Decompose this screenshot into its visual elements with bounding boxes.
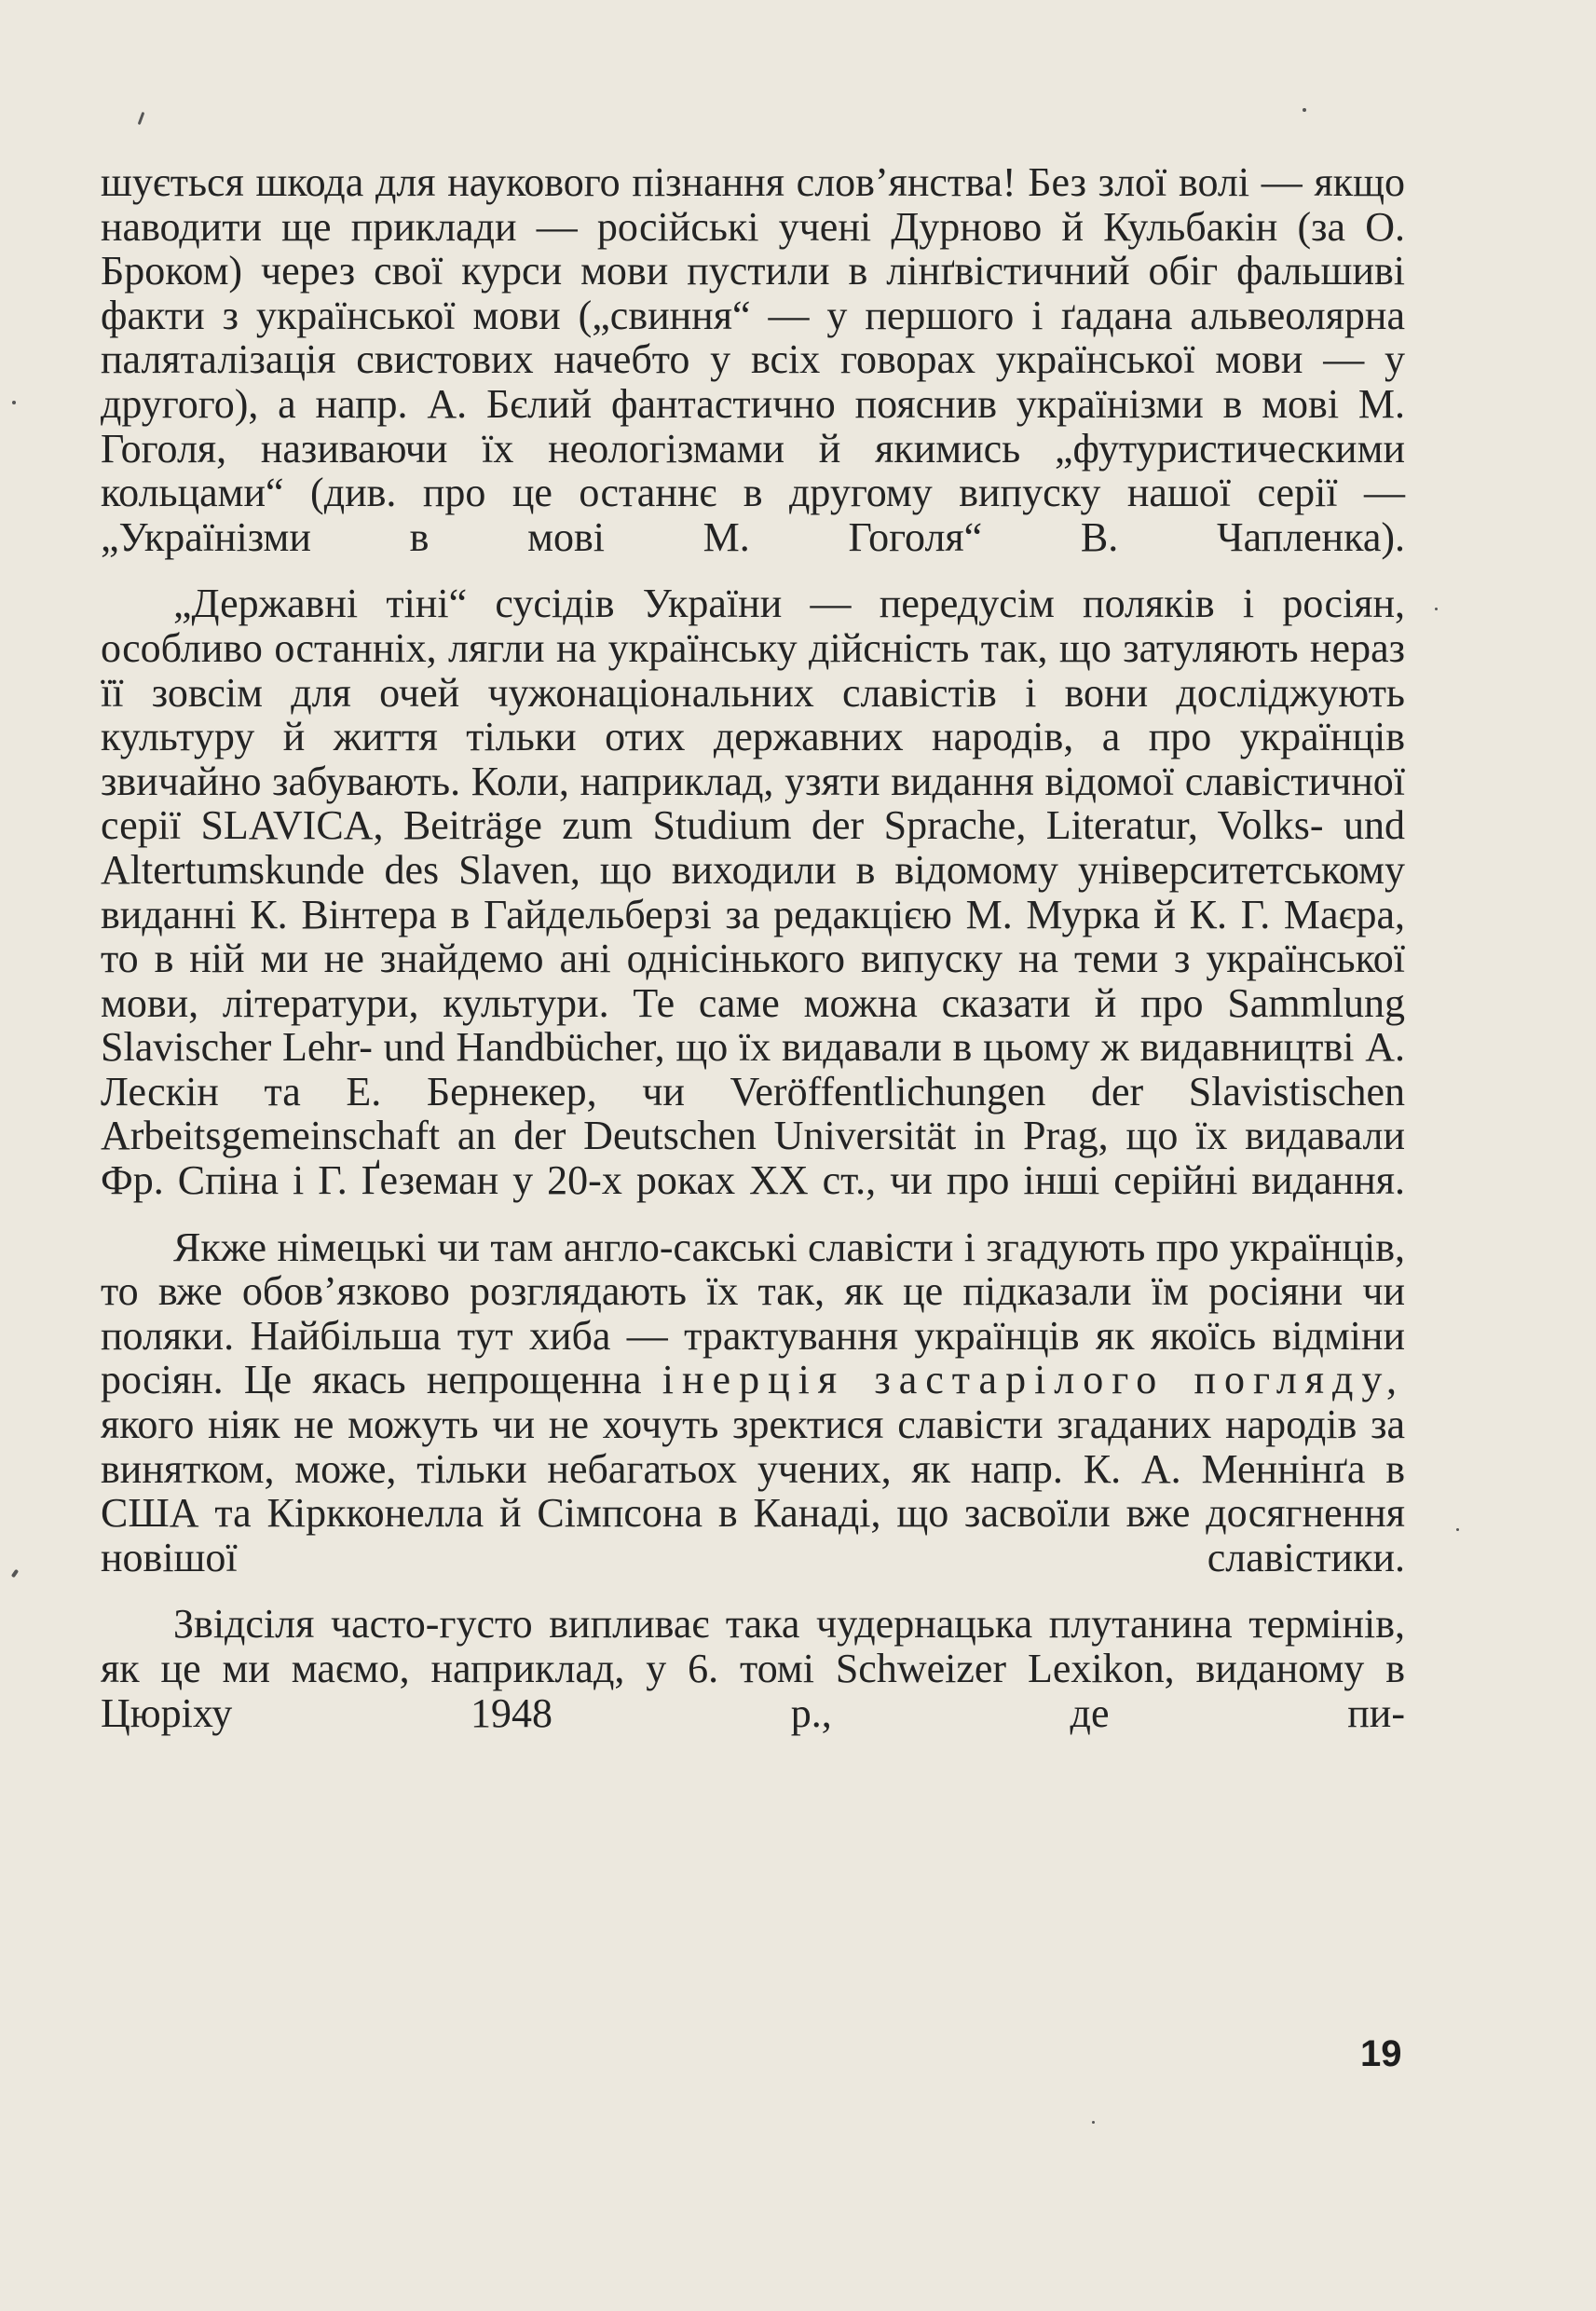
speck-mark [138,112,145,125]
paragraph-2: „Державні тіні“ сусідів України — передусім поляків і росіян, особливо останніх, лягли на українську дійсність так, що затуляють нераз її зовсім для очей чужонаціональних славістів і вони досліджують культуру й життя тільки отих державних народів, а про українців звичайно забувають. Коли, наприклад, узяти видання відомої славістичної серії SLAVICA, Beiträge zum Studium der Sprache, Literatur, Volks- und Altertumskunde des Slaven, що виходили в відомому університетському виданні К. Вінтера в Гайдельберзі за редакцією М. Мурка й К. Г. Маєра, то в ній ми не знайдемо ані однісінького випуску на теми з української мови, літератури, культури. Те саме можна сказати й про Sammlung Slavischer Lehr- und Handbücher, що їх видавали в цьому ж видавництві А. Лескін та Е. Бернекер, чи Veröffentlichungen der Slavistischen Arbeitsgemeinschaft an der Deutschen Universität in Prag, що їх видавали Фр. Спіна і Г. Ґеземан у 20-х роках XX ст., чи про інші серійні видання. [101,581,1405,1204]
speck-mark [1435,608,1438,610]
page-number: 19 [1360,2033,1402,2074]
speck-mark [11,1569,19,1579]
paragraph-3-text-start: Якже німецькі чи там англо-сакські славісти і згадують про українців, то вже обов’язково розглядають їх так, як це підказали їм росіяни чи поляки. Найбільша тут хиба — трактування українців як якоїсь відміни росіян. Це якась непрощенна [101,1224,1405,1403]
paragraph-1: шується шкода для наукового пізнання слов’янства! Без злої волі — якщо наводити ще приклади — російські учені Дурново й Кульбакін (за О. Броком) через свої курси мови пустили в лінґвістичний обіг фальшиві факти з української мови („свиння“ — у першого і ґадана альвеолярна паляталізація свистових начебто у всіх говорах української мови — у другого), а напр. А. Бєлий фантастично пояснив українізми в мові М. Гоголя, називаючи їх неологізмами й якимись „футуристическими кольцами“ (див. про це останнє в другому випуску нашої серії — „Українізми в мові М. Гоголя“ В. Чапленка). [101,159,1405,560]
speck-mark [1303,108,1306,112]
paragraph-3-text-end: якого ніяк не можуть чи не хочуть зректися славісти згаданих народів за винятком, може, тільки небагатьох учених, як напр. К. А. Меннінґа в США та Кіркконелла й Сімпсона в Канаді, що засвоїли вже досягнення новішої славістики. [101,1402,1405,1580]
speck-mark [1092,2121,1095,2124]
paragraph-4: Звідсіля часто-густо випливає така чудернацька плутанина термінів, як це ми маємо, наприклад, у 6. томі Schweizer Lexikon, виданому в Цюріху 1948 р., де пи- [101,1601,1405,1736]
speck-mark [12,401,16,404]
speck-mark [1456,1528,1459,1531]
body-text [101,160,1405,1735]
emphasized-phrase: інерція застарілого погляду, [662,1357,1406,1403]
paragraph-3 [101,1225,1405,1580]
